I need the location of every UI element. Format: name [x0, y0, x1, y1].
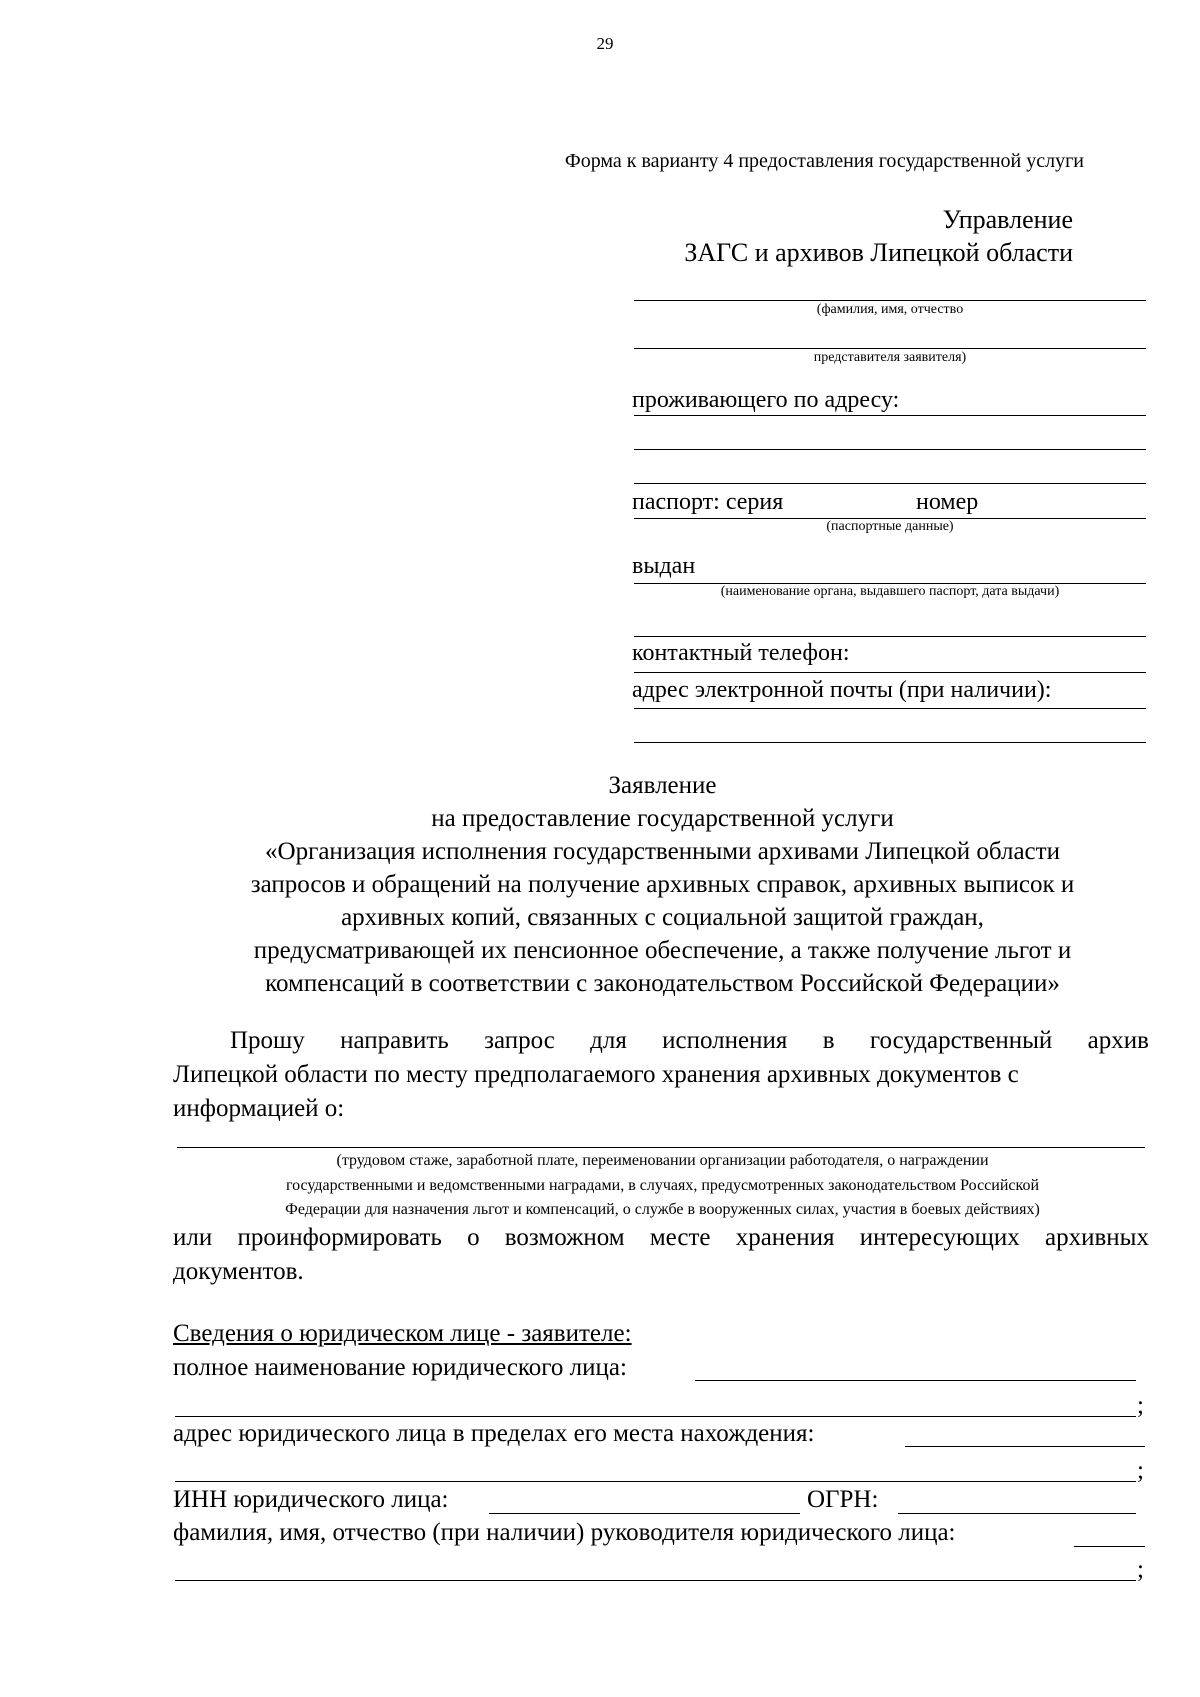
address-line-1[interactable]: [634, 415, 1146, 416]
request-word: для: [590, 1027, 627, 1054]
request-line-1: [230, 1027, 1149, 1055]
alternative-line-1: [173, 1224, 1149, 1252]
document-title: Заявление: [608, 772, 717, 799]
title-line-7: компенсаций в соответствии с законодательством Российской Федерации»: [265, 970, 1060, 997]
phone-line[interactable]: [634, 672, 1146, 673]
alternative-word: хранения: [735, 1224, 835, 1251]
representative-name-line[interactable]: [634, 348, 1146, 349]
residing-label: проживающего по адресу:: [632, 387, 900, 413]
address-line-2[interactable]: [634, 449, 1146, 450]
alternative-word: или: [173, 1224, 213, 1251]
inn-label: ИНН юридического лица:: [173, 1486, 449, 1513]
alternative-word: интересующих: [859, 1224, 1020, 1251]
title-line-2: на предоставление государственной услуги: [431, 805, 894, 832]
issued-line-2[interactable]: [634, 636, 1146, 637]
info-note-line-1: (трудовом стаже, заработной плате, переименовании организации работодателя, о награждении: [336, 1152, 989, 1169]
email-line[interactable]: [634, 708, 1146, 709]
passport-caption: (паспортные данные): [826, 519, 954, 534]
form-reference: Форма к варианту 4 предоставления государственной услуги: [564, 150, 1084, 172]
applicant-name-line[interactable]: [634, 300, 1146, 301]
request-word: направить: [340, 1027, 449, 1054]
ogrn-field[interactable]: [898, 1513, 1136, 1514]
semicolon-1: ;: [1137, 1392, 1144, 1419]
head-field[interactable]: [1074, 1546, 1145, 1547]
inn-field[interactable]: [489, 1513, 800, 1514]
addressee-line-1: Управление: [942, 205, 1073, 234]
title-line-3: «Организация исполнения государственными архивами Липецкой области: [265, 838, 1060, 865]
ogrn-label: ОГРН:: [807, 1486, 879, 1513]
alternative-word: месте: [649, 1224, 711, 1251]
alternative-line-2: документов.: [173, 1258, 304, 1285]
request-word: архив: [1087, 1027, 1149, 1054]
alternative-word: о: [467, 1224, 480, 1251]
request-word: государственный: [869, 1027, 1053, 1054]
request-word: запрос: [484, 1027, 555, 1054]
full-name-label: полное наименование юридического лица:: [173, 1354, 627, 1381]
title-line-4: запросов и обращений на получение архивных справок, архивных выписок и: [250, 871, 1075, 898]
info-line[interactable]: [177, 1147, 1145, 1148]
title-line-6: предусматривающей их пенсионное обеспечение, а также получение льгот и: [253, 937, 1072, 964]
full-name-field[interactable]: [695, 1380, 1136, 1381]
address-field[interactable]: [905, 1446, 1145, 1447]
email-line-2[interactable]: [634, 742, 1146, 743]
applicant-name-caption-1: (фамилия, имя, отчество: [816, 302, 964, 317]
request-word: Прошу: [230, 1027, 305, 1054]
request-line-2: Липецкой области по месту предполагаемого хранения архивных документов с: [173, 1061, 1019, 1088]
address-line-3[interactable]: [634, 483, 1146, 484]
request-word: исполнения: [662, 1027, 788, 1054]
full-name-field-2[interactable]: [175, 1416, 1136, 1417]
alternative-word: проинформировать: [237, 1224, 442, 1251]
semicolon-3: ;: [1137, 1556, 1144, 1583]
passport-number-label: номер: [916, 489, 979, 515]
applicant-name-caption-2: представителя заявителя): [813, 350, 967, 365]
legal-entity-section-title: Сведения о юридическом лице - заявителе:: [173, 1320, 632, 1347]
head-field-2[interactable]: [175, 1580, 1136, 1581]
passport-series-label: паспорт: серия: [632, 489, 784, 515]
request-word: в: [822, 1027, 835, 1054]
alternative-word: архивных: [1045, 1224, 1149, 1251]
issued-caption: (наименование органа, выдавшего паспорт, дата выдачи): [720, 584, 1060, 599]
request-line-3: информацией о:: [173, 1095, 345, 1122]
info-note-line-2: государственными и ведомственными наградами, в случаях, предусмотренных законодательством Российской: [285, 1177, 1040, 1194]
title-line-5: архивных копий, связанных с социальной защитой граждан,: [341, 904, 984, 931]
email-label: адрес электронной почты (при наличии):: [632, 677, 1052, 703]
addressee-line-2: ЗАГС и архивов Липецкой области: [684, 238, 1073, 267]
address-field-2[interactable]: [175, 1481, 1136, 1482]
semicolon-2: ;: [1137, 1457, 1144, 1484]
info-note-line-3: Федерации для назначения льгот и компенсаций, о службе в вооруженных силах, участия в боевых действиях): [285, 1201, 1040, 1218]
alternative-word: возможном: [504, 1224, 625, 1251]
address-label: адрес юридического лица в пределах его места нахождения:: [173, 1420, 815, 1447]
head-label: фамилия, имя, отчество (при наличии) руководителя юридического лица:: [173, 1519, 956, 1546]
phone-label: контактный телефон:: [632, 640, 850, 666]
issued-label: выдан: [632, 553, 696, 579]
page-number: 29: [596, 34, 614, 53]
